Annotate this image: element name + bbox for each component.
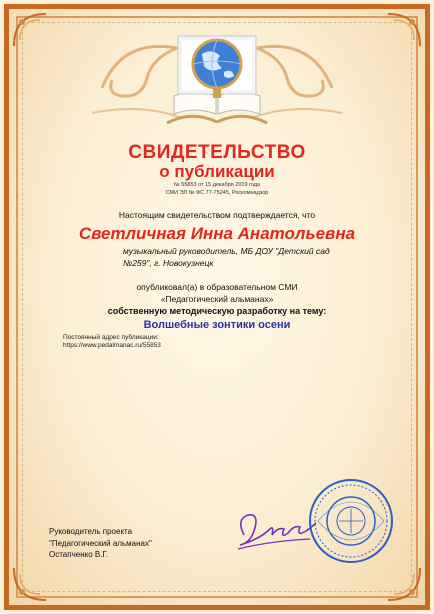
author-name: Светличная Инна Анатольевна — [78, 224, 356, 243]
media-license: СМИ ЭЛ № ФС 77-75245, Роскомнадзор — [165, 190, 269, 196]
published-text: опубликовал(а) в образовательном СМИ — [136, 282, 298, 292]
own-work-text: собственную методическую разработку на тему: — [107, 306, 327, 316]
signatory-project: "Педагогический альманах" — [49, 538, 152, 548]
certificate-title: СВИДЕТЕЛЬСТВО — [128, 142, 306, 163]
corner-ornament-bottom-right — [384, 564, 424, 604]
almanac-name: «Педагогический альманах» — [160, 294, 274, 304]
round-blue-seal-icon — [308, 478, 394, 564]
corner-ornament-top-left — [10, 10, 50, 50]
publication-url[interactable]: https://www.pedalmanac.ru/55853 — [63, 342, 161, 349]
signatory-role: Руководитель проекта — [49, 527, 133, 536]
author-position: музыкальный руководитель, МБ ДОУ "Детский сад №259", г. Новокузнецк — [123, 246, 330, 268]
corner-ornament-bottom-left — [10, 564, 50, 604]
address-label: Постоянный адрес публикации: — [63, 334, 159, 341]
confirmation-text: Настоящим свидетельством подтверждается, что — [118, 210, 316, 220]
handwritten-signature-icon — [230, 505, 320, 555]
registration-number: № 55853 от 15 декабря 2019 года — [173, 182, 261, 188]
signatory-block — [49, 526, 152, 561]
globe-on-book-emblem-icon — [82, 18, 352, 136]
signatory-name: Остапченко В.Г. — [49, 550, 109, 559]
publication-topic: Волшебные зонтики осени — [143, 319, 291, 331]
certificate-subtitle: о публикации — [159, 162, 275, 181]
corner-ornament-top-right — [384, 10, 424, 50]
